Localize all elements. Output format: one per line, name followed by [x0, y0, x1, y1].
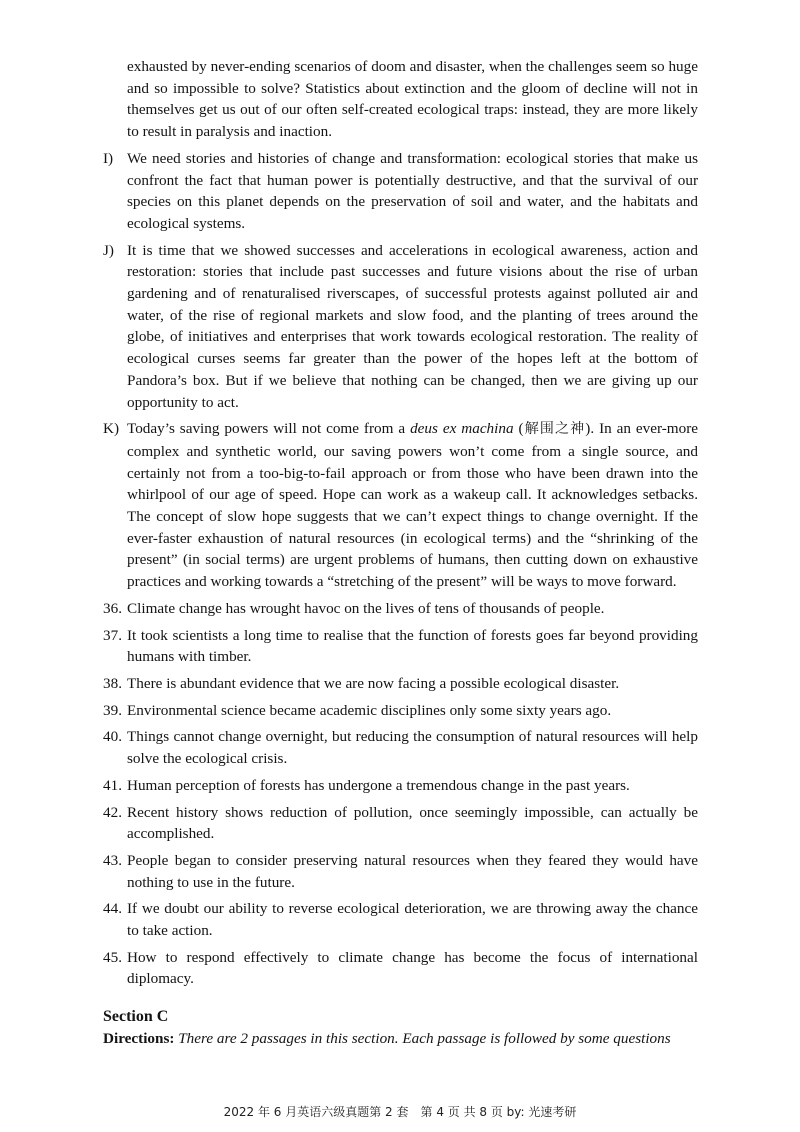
section-directions [103, 1028, 698, 1050]
question-40 [103, 726, 698, 769]
question-43 [103, 850, 698, 893]
paragraph-label: J) [103, 241, 114, 259]
question-number: 40. [103, 728, 122, 746]
question-number: 44. [103, 900, 122, 918]
paragraph-label: I) [103, 149, 114, 167]
page-content [103, 56, 698, 1050]
paragraph-j [103, 240, 698, 414]
paragraph-label: K) [103, 420, 120, 438]
question-number: 36. [103, 599, 122, 617]
question-36 [103, 598, 698, 620]
question-42 [103, 802, 698, 845]
chinese-gloss: 解围之神 [523, 421, 586, 438]
question-number: 42. [103, 803, 122, 821]
question-44 [103, 898, 698, 941]
question-45 [103, 947, 698, 990]
question-text: Environmental science became academic disciplines only some sixty years ago. [127, 701, 612, 719]
question-text: Recent history shows reduction of pollution, once seemingly impossible, can actually be accomplished. [127, 803, 698, 843]
question-text: How to respond effectively to climate change has become the focus of international diplomacy. [127, 948, 698, 988]
section-title: Section C [103, 1008, 169, 1026]
paragraph-text-start: Today’s saving powers will not come from a [127, 420, 411, 438]
latin-term: deus ex machina [410, 420, 514, 438]
question-number: 37. [103, 626, 122, 644]
question-41 [103, 775, 698, 797]
question-number: 38. [103, 674, 122, 692]
directions-label: Directions: [103, 1029, 175, 1047]
question-text: Things cannot change overnight, but reducing the consumption of natural resources will help solve the ecological crisis. [127, 728, 698, 768]
question-number: 43. [103, 851, 122, 869]
directions-text: There are 2 passages in this section. Each passage is followed by some questions [178, 1029, 671, 1047]
question-text: People began to consider preserving natural resources when they feared they would have nothing to use in the future. [127, 851, 698, 891]
question-number: 39. [103, 701, 122, 719]
paragraph-text: We need stories and histories of change and transformation: ecological stories that make us confront the fact that human power is potentially destructive, and that the survival of our species on this planet depends on the preservation of soil and water, and the habitats and ecological systems. [127, 149, 698, 232]
paragraph-text: Today’s saving powers will not come from a deus ex machina (解围之神). In an ever-more complex and synthetic world, our saving powers won’t come from a single source, and certainly not from a too-big-to-fail approach or from those who have been drawn into the whirlpool of our age of speed. Hope can work as a wakeup call. It acknowledges setbacks. The concept of slow hope suggests that we can’t expect things to change overnight. If the ever-faster exhaustion of natural resources (in ecological terms) and the “shrinking of the present” (in social terms) are urgent problems of humans, then cutting down on exhaustive practices and working towards a “stretching of the present” will be ways to move forward. [127, 420, 699, 591]
paragraph-i [103, 148, 698, 235]
paragraph-text: It is time that we showed successes and accelerations in ecological awareness, action and restoration: stories that include past successes and future visions about the rise of urban gardening and of renaturalised riverscapes, of successful protests against polluted air and water, of the rise of regional markets and slow food, and the planting of trees around the globe, of initiatives and enterprises that work towards ecological restoration. The reality of ecological curses seems far greater than the power of the hopes left at the bottom of Pandora’s box. But if we believe that nothing can be changed, then we are giving up our opportunity to act. [127, 241, 698, 411]
question-text: There is abundant evidence that we are now facing a possible ecological disaster. [127, 674, 620, 692]
question-37 [103, 625, 698, 668]
question-text: If we doubt our ability to reverse ecological deterioration, we are throwing away the chance to take action. [127, 900, 698, 940]
question-number: 41. [103, 776, 122, 794]
question-38 [103, 673, 698, 695]
paragraph-k [103, 418, 698, 593]
question-text: It took scientists a long time to realise that the function of forests goes far beyond providing humans with timber. [127, 626, 698, 666]
question-text: Climate change has wrought havoc on the lives of tens of thousands of people. [127, 599, 605, 617]
continued-paragraph: exhausted by never-ending scenarios of doom and disaster, when the challenges seem so huge and so impossible to solve? Statistics about extinction and the gloom of decline will not in themselves get us out of our often self-created ecological traps: instead, they are more likely to result in paralysis and inaction. [127, 58, 698, 141]
question-39 [103, 700, 698, 722]
question-list [103, 598, 698, 990]
question-number: 45. [103, 948, 122, 966]
page-footer: 2022 年 6 月英语六级真题第 2 套 第 4 页 共 8 页 by: 光速考研 [223, 1105, 577, 1119]
question-text: Human perception of forests has undergone a tremendous change in the past years. [127, 776, 630, 794]
paragraph-text-end: In an ever-more complex and synthetic world, our saving powers won’t come from a single source, and certainly not from a too-big-to-fail approach or from those who have been drawn into the whirlpool of our age of speed. Hope can work as a wakeup call. It acknowledges setbacks. The concept of slow hope suggests that we can’t expect things to change overnight. If the ever-faster exhaustion of natural resources (in ecological terms) and the “shrinking of the present” (in social terms) are urgent problems of humans, then cutting down on exhaustive practices and working towards a “stretching of the present” will be ways to move forward. [127, 420, 699, 591]
